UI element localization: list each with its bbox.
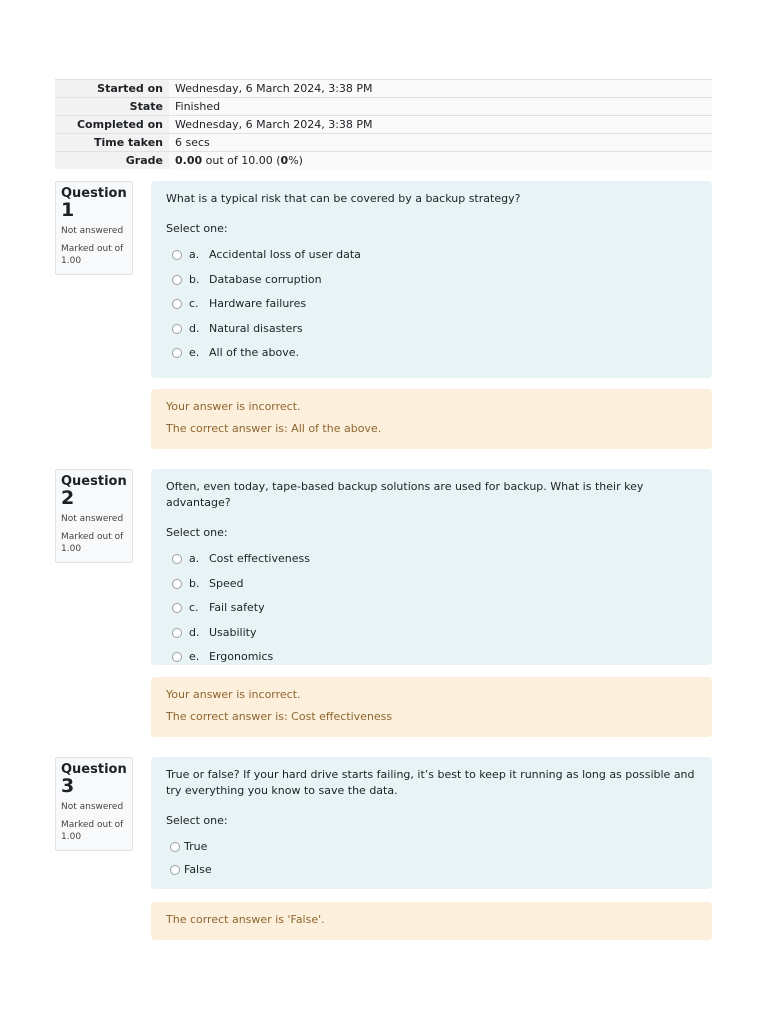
radio-button[interactable] bbox=[172, 579, 182, 589]
option-text: False bbox=[184, 862, 212, 876]
radio-button[interactable] bbox=[172, 348, 182, 358]
option-text: Ergonomics bbox=[209, 650, 274, 664]
question-text: True or false? If your hard drive starts failing, it’s best to keep it running as long as possible and try everything you know to save the data. bbox=[166, 768, 695, 797]
radio-button[interactable] bbox=[172, 603, 182, 613]
select-one-prompt: Select one: bbox=[166, 526, 228, 539]
radio-button[interactable] bbox=[172, 324, 182, 334]
state-label: State bbox=[55, 98, 169, 116]
question-state: Not answered bbox=[61, 514, 124, 524]
question-1-formulation bbox=[151, 181, 712, 378]
option-letter: b. bbox=[189, 272, 200, 286]
question-number: 2 bbox=[61, 487, 75, 509]
summary-row-started bbox=[55, 80, 712, 98]
select-one-prompt: Select one: bbox=[166, 222, 228, 235]
question-label: Question bbox=[61, 762, 127, 777]
option-letter: a. bbox=[189, 552, 200, 566]
summary-row-state bbox=[55, 98, 712, 116]
radio-button[interactable] bbox=[172, 250, 182, 260]
answer-option-b[interactable] bbox=[166, 572, 697, 597]
option-letter: d. bbox=[189, 321, 200, 335]
grade-score: 0.00 bbox=[175, 154, 203, 167]
answer-option-e[interactable] bbox=[166, 645, 697, 670]
question-marks: Marked out of 1.00 bbox=[61, 532, 124, 554]
option-text: True bbox=[184, 839, 208, 853]
radio-button[interactable] bbox=[172, 275, 182, 285]
answer-option-a[interactable] bbox=[166, 243, 697, 268]
started-on-label: Started on bbox=[55, 80, 169, 98]
question-1-feedback bbox=[151, 389, 712, 449]
feedback-correct-answer: The correct answer is: Cost effectiveness bbox=[166, 710, 393, 723]
question-text: What is a typical risk that can be covered by a backup strategy? bbox=[166, 192, 521, 205]
answer-option-e[interactable] bbox=[166, 341, 697, 366]
option-text: Fail safety bbox=[209, 601, 265, 615]
feedback-correct-answer: The correct answer is 'False'. bbox=[166, 913, 325, 926]
feedback-correct-answer: The correct answer is: All of the above. bbox=[166, 422, 382, 435]
feedback-result: Your answer is incorrect. bbox=[166, 688, 301, 701]
answer-option-false[interactable] bbox=[166, 858, 697, 881]
state-value: Finished bbox=[169, 98, 712, 116]
summary-row-time bbox=[55, 134, 712, 152]
completed-on-label: Completed on bbox=[55, 116, 169, 134]
answer-option-true[interactable] bbox=[166, 835, 697, 858]
answer-option-d[interactable] bbox=[166, 317, 697, 342]
question-label: Question bbox=[61, 186, 127, 201]
option-letter: e. bbox=[189, 650, 200, 664]
question-number: 1 bbox=[61, 199, 75, 221]
question-marks: Marked out of 1.00 bbox=[61, 244, 124, 266]
summary-row-grade bbox=[55, 152, 712, 170]
question-label: Question bbox=[61, 474, 127, 489]
question-marks: Marked out of 1.00 bbox=[61, 820, 124, 842]
summary-row-completed bbox=[55, 116, 712, 134]
grade-out-of: out of 10.00 ( bbox=[202, 154, 281, 167]
option-letter: a. bbox=[189, 248, 200, 262]
option-letter: b. bbox=[189, 576, 200, 590]
answer-option-b[interactable] bbox=[166, 268, 697, 293]
answer-option-a[interactable] bbox=[166, 547, 697, 572]
option-letter: c. bbox=[189, 601, 199, 615]
question-2-info bbox=[55, 469, 133, 563]
radio-button[interactable] bbox=[172, 628, 182, 638]
option-text: Speed bbox=[209, 576, 244, 590]
option-text: Natural disasters bbox=[209, 321, 303, 335]
option-letter: d. bbox=[189, 625, 200, 639]
option-letter: c. bbox=[189, 297, 199, 311]
completed-on-value: Wednesday, 6 March 2024, 3:38 PM bbox=[169, 116, 712, 134]
question-state: Not answered bbox=[61, 802, 124, 812]
option-text: Cost effectiveness bbox=[209, 552, 310, 566]
question-2-formulation bbox=[151, 469, 712, 665]
answer-option-c[interactable] bbox=[166, 596, 697, 621]
radio-button[interactable] bbox=[172, 554, 182, 564]
time-taken-label: Time taken bbox=[55, 134, 169, 152]
time-taken-value: 6 secs bbox=[169, 134, 712, 152]
question-3-feedback bbox=[151, 902, 712, 940]
answer-option-c[interactable] bbox=[166, 292, 697, 317]
feedback-result: Your answer is incorrect. bbox=[166, 400, 301, 413]
grade-percent: 0 bbox=[280, 154, 289, 167]
question-state: Not answered bbox=[61, 226, 124, 236]
radio-button[interactable] bbox=[172, 652, 182, 662]
option-text: All of the above. bbox=[209, 346, 300, 360]
option-text: Database corruption bbox=[209, 272, 322, 286]
option-text: Hardware failures bbox=[209, 297, 307, 311]
question-3-info bbox=[55, 757, 133, 851]
grade-percent-close: %) bbox=[288, 154, 303, 167]
question-2-feedback bbox=[151, 677, 712, 737]
select-one-prompt: Select one: bbox=[166, 814, 228, 827]
answer-option-d[interactable] bbox=[166, 621, 697, 646]
radio-button[interactable] bbox=[170, 865, 180, 875]
radio-button[interactable] bbox=[172, 299, 182, 309]
option-letter: e. bbox=[189, 346, 200, 360]
question-3-formulation bbox=[151, 757, 712, 889]
radio-button[interactable] bbox=[170, 842, 180, 852]
option-text: Usability bbox=[209, 625, 257, 639]
question-1-info bbox=[55, 181, 133, 275]
grade-label: Grade bbox=[55, 152, 169, 170]
attempt-summary-table bbox=[55, 79, 712, 169]
question-number: 3 bbox=[61, 775, 75, 797]
question-text: Often, even today, tape-based backup solutions are used for backup. What is their key advantage? bbox=[166, 480, 644, 509]
started-on-value: Wednesday, 6 March 2024, 3:38 PM bbox=[169, 80, 712, 98]
grade-value bbox=[169, 152, 712, 170]
option-text: Accidental loss of user data bbox=[209, 248, 361, 262]
